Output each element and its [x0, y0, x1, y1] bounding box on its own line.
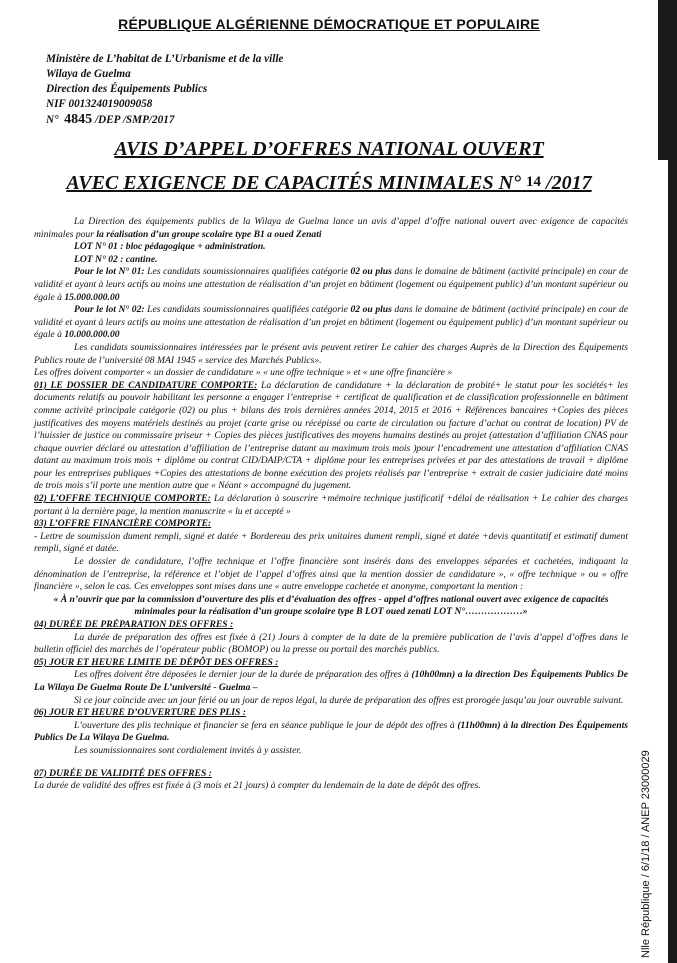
spacer	[34, 758, 628, 768]
notice-body	[34, 216, 628, 793]
reference-number	[46, 112, 283, 128]
scan-edge	[658, 0, 677, 963]
publication-reference: Nlle République / 6/1/18 / ANEP 23000029	[640, 750, 652, 958]
reference-suffix: /DEP /SMP/2017	[94, 114, 175, 126]
wilaya-line: Wilaya de Guelma	[46, 68, 131, 80]
section-06-body: L’ouverture des plis technique et financier se fera en séance publique le jour de dépôt des offres à	[74, 719, 458, 731]
lot-1-text: Les candidats soumissionnaires qualifiées catégorie	[144, 266, 351, 278]
watermark: ◦ ◦ ◦	[240, 452, 320, 496]
notice-number: 14	[526, 174, 542, 190]
ministry-block	[46, 52, 283, 128]
notice-title: AVIS D’APPEL D’OFFRES NATIONAL OUVERT	[114, 138, 544, 160]
section-06-time: (11h00mn) à la direction Des Équipements Publics De La Wilaya De Guelma.	[34, 719, 628, 744]
scan-edge-inner	[658, 160, 668, 963]
section-06-heading: 06) JOUR ET HEURE D’OUVERTURE DES PLIS :	[34, 707, 246, 719]
section-04-heading: 04) DURÉE DE PRÉPARATION DES OFFRES :	[34, 619, 234, 630]
lot-2-category: 02 ou plus	[350, 304, 392, 316]
intro-text: La Direction des équipements publics de la Wilaya de Guelma lance un avis d’appel d’offre national ouvert avec exigence de capacités minimales pour	[34, 216, 628, 240]
section-07-heading: 07) DURÉE DE VALIDITÉ DES OFFRES :	[34, 767, 212, 779]
section-01	[34, 380, 628, 493]
section-01-heading: 01) LE DOSSIER DE CANDIDATURE COMPORTE:	[34, 379, 258, 391]
envelopes-paragraph: Le dossier de candidature, l’offre technique et l’offre financière sont insérés dans des enveloppes séparées et cachetées, indiquant la dénomination de l’entreprise, la référence et l’objet de l’appel d’offres ainsi que la mention dossier de candidature », « offre technique » ou « offre financière », selon le cas. Ces enveloppes sont mises dans une « autre enveloppe cachetée et anonyme, comportant la mention :	[34, 556, 628, 593]
lot-1-category: 02 ou plus	[350, 266, 392, 278]
reference-value: 4845	[64, 112, 93, 127]
section-03-heading: 03) L’OFFRE FINANCIÈRE COMPORTE:	[34, 518, 212, 530]
lot-2-conditions	[34, 304, 628, 342]
section-05-text2: Si ce jour coïncide avec un jour férié ou un jour de repos légal, la durée de préparation des offres est prorogée jusqu’au jour ouvrable suivant.	[74, 694, 624, 706]
section-06-text	[34, 720, 628, 745]
section-05-time: (10h00mn) a la direction Des Équipements Publics De La Wilaya De Guelma Route De L’université - Guelma –	[34, 669, 628, 693]
notice-year: /2017	[546, 172, 592, 194]
retrieve-paragraph: Les candidats soumissionnaires intéressées par le présent avis peuvent retirer Le cahier des charges Auprès de la Direction des Équipements Publics route de l’université 08 MAI 1945 « service des Marchés Publics».	[34, 341, 628, 366]
lot-2-text: Les candidats soumissionnaires qualifiées catégorie	[144, 304, 351, 316]
subtitle-text: AVEC EXIGENCE DE CAPACITÉS MINIMALES N°	[66, 172, 522, 194]
republic-header: RÉPUBLIQUE ALGÉRIENNE DÉMOCRATIQUE ET POPULAIRE	[118, 16, 540, 32]
section-03-text: - Lettre de soumission dument rempli, signé et datée + Bordereau des prix unitaires dument rempli, signé et datée +devis quantitatif et estimatif dument rempli, signé et datée.	[34, 530, 628, 555]
lot-1-conditions	[34, 266, 628, 304]
lot-1-text2: dans le domaine de bâtiment (activité principale) en cour de validité et ayant à leurs actifs au moins une attestation de réalisation d’un projet en bâtiment (logement ou équipement public) d’un montant supérieur ou égale à	[34, 266, 628, 303]
section-05-text	[34, 669, 628, 694]
nif-line: NIF 001324019009058	[46, 98, 153, 110]
section-05-heading: 05) JOUR ET HEURE LIMITE DE DÉPÔT DES OFFRES :	[34, 656, 279, 668]
section-04-text: La durée de préparation des offres est fixée à (21) Jours à compter de la date de la première publication de l’avis d’appel d’offres dans le bulletin officiel des marchés de l’opérateur public (BOMOP) ou la presse ou portail des marchés publics.	[34, 631, 628, 656]
section-07-text: La durée de validité des offres est fixée à (3 mois et 21 jours) à compter du lendemain de la date de dépôt des offres.	[34, 780, 481, 792]
offers-comprise: Les offres doivent comporter « un dossier de candidature » « une offre technique » et « une offre financière »	[34, 367, 453, 379]
lot-2-label: Pour le lot N° 02:	[74, 304, 145, 316]
section-02-text: La déclaration à souscrire +mémoire technique justificatif +délai de réalisation + Le cahier des charges portant à la dernière page, la mention manuscrite « lu et accepté »	[34, 493, 628, 517]
lot-1-amount: 15.000.000.00	[64, 291, 120, 303]
lot-2-amount: 10.000.000.00	[64, 329, 120, 341]
envelope-mention: « À n’ouvrir que par la commission d’ouverture des plis et d’évaluation des offres - appel d’offres national ouvert avec exigence de capacités minimales pour la réalisation d’un groupe scolaire type B LOT oued zenati LOT N°………………»	[53, 593, 609, 618]
notice-subtitle	[0, 172, 658, 195]
intro-paragraph	[34, 216, 628, 241]
section-01-text: La déclaration de candidature + la déclaration de probité+ le statut pour les sociétés+ les documents relatifs au pouvoir habilitant les personne a engager l’entreprise + certificat de qualification et de classification professionnelle en bâtiment comme activité principale catégorie (02) ou plus + bilans des trois dernières années 2014, 2015 et 2016 + Références bancaires +Copies des pièces justificatives des moyens matériels destinés au projet (carte grise ou récépissé ou carte de circulation ou facture d’achat ou contrat de location) PV de l’huissier de justice ou commissaire priseur + Copies des pièces justificatives des moyens humains destinés au projet (attestation d’affiliation CNAS pour chaque ouvrier déclaré ou attestation d’affiliation de l’entreprise datant au maximum trois mois )pour l’encadrement une attestation d’affiliation CNAS datant au maximum trois mois + diplôme ou contrat CID/DAIP/CTA + diplôme pour les entreprises privées et par des attestations de travail + diplôme pour les entreprises publiques +Copies des attestations de bonne exécution des projets réalisés par l’entreprise + extrait de casier judiciaire daté moins de trois mois s’il porte une mention autre que « Néant » accompagné du jugement.	[34, 379, 628, 492]
direction-line: Direction des Équipements Publics	[46, 83, 208, 95]
intro-project: la réalisation d’un groupe scolaire type B1 a oued Zenati	[96, 228, 322, 240]
lot-2-text2: dans le domaine de bâtiment (activité principale) en cour de validité et ayant à leurs actifs au moins une attestation de réalisation d’un projet en bâtiment (logement ou équipement public) d’un montant supérieur ou égale à	[34, 304, 628, 341]
ministry-line: Ministère de L’habitat de L’Urbanisme et de la ville	[46, 53, 284, 65]
lot-1-label: Pour le lot N° 01:	[74, 266, 145, 278]
section-06-text2: Les soumissionnaires sont cordialement invités à y assister.	[74, 744, 302, 756]
section-02-heading: 02) L’OFFRE TECHNIQUE COMPORTE:	[34, 493, 211, 505]
reference-prefix: N°	[46, 114, 59, 126]
section-02	[34, 493, 628, 518]
section-05-body: Les offres doivent être déposées le dernier jour de la durée de préparation des offres à	[74, 669, 412, 681]
lot-1: LOT N° 01 : bloc pédagogique + administration.	[74, 241, 266, 253]
lot-2: LOT N° 02 : cantine.	[74, 253, 158, 265]
